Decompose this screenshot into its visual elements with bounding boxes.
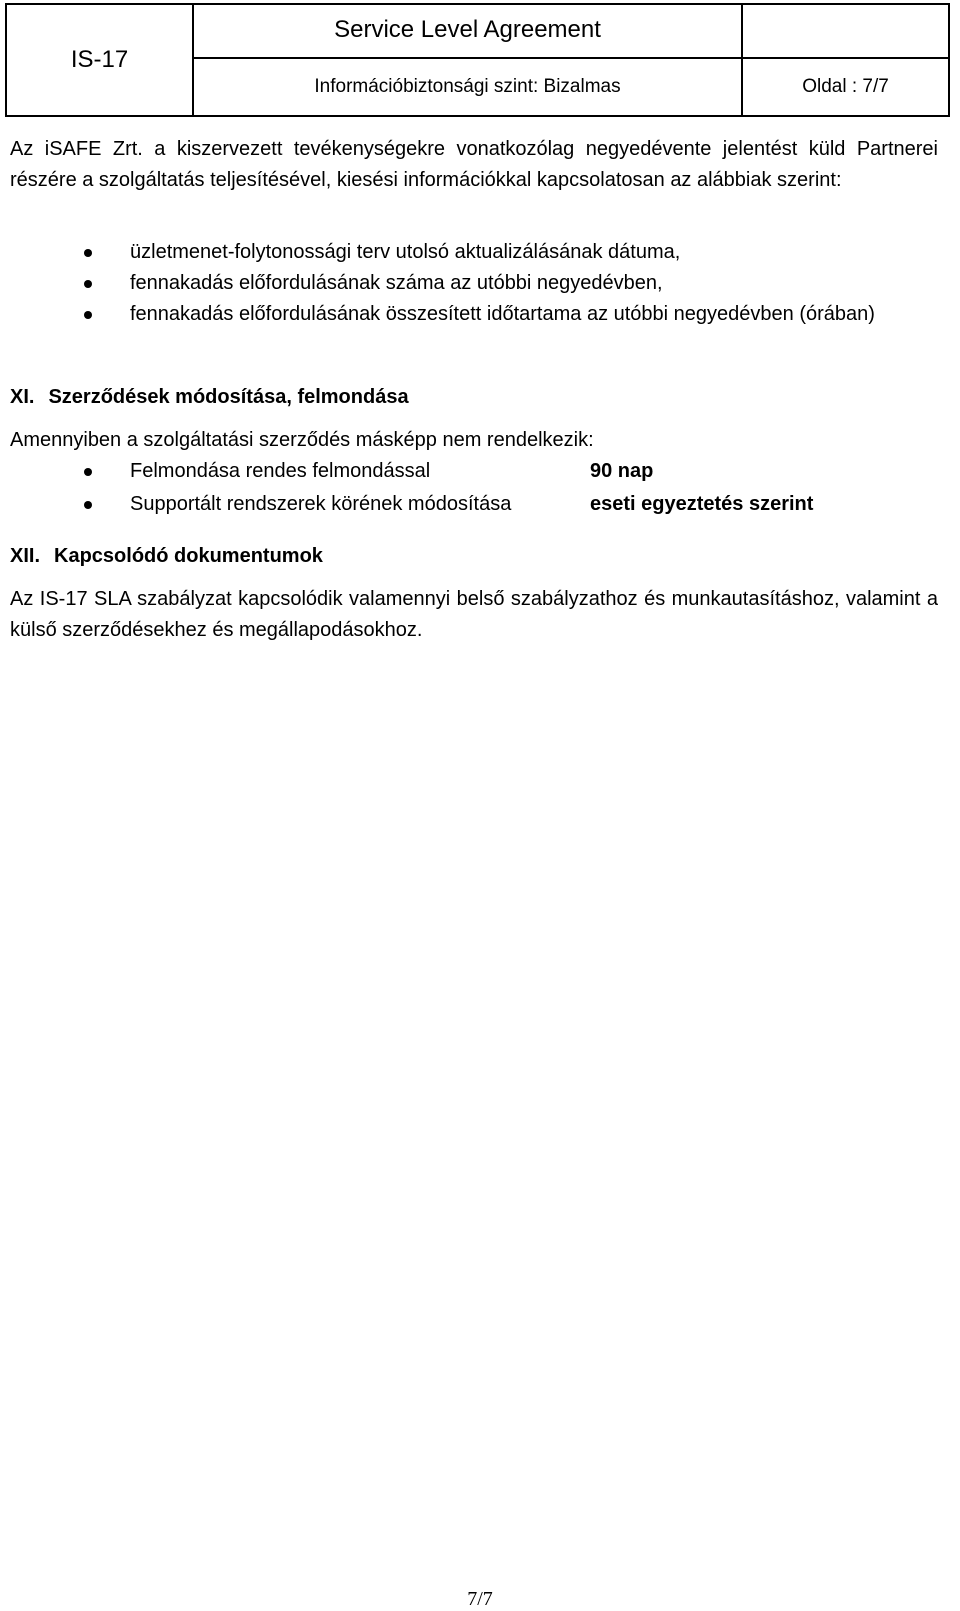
bullet-icon [84, 280, 92, 288]
section-xi-intro: Amennyiben a szolgáltatási szerződés másképp nem rendelkezik: [10, 429, 594, 451]
terms-list [0, 455, 960, 521]
section-heading-xi: XI. Szerződések módosítása, felmondása [10, 386, 409, 408]
list-item: Felmondása rendes felmondással 90 nap [0, 455, 960, 488]
page-indicator: Oldal : 7/7 [742, 58, 949, 116]
bullet-icon [84, 249, 92, 257]
list-item: Supportált rendszerek körének módosítása eseti egyeztetés szerint [0, 488, 960, 521]
bullet-icon [84, 468, 92, 476]
section-xii-paragraph: Az IS-17 SLA szabályzat kapcsolódik valamennyi belső szabályzathoz és munkautasításhoz, valamint a külső szerződésekhez és megállapodásokhoz. [10, 588, 938, 641]
intro-paragraph: Az iSAFE Zrt. a kiszervezett tevékenységekre vonatkozólag negyedévente jelentést küld Partnerei részére a szolgáltatás teljesítésével, kiesési információkkal kapcsolatosan az alábbiak szerint: [10, 138, 938, 191]
report-bullet-list [0, 237, 960, 330]
section-heading-xii: XII. Kapcsolódó dokumentumok [10, 545, 323, 567]
document-header [5, 3, 950, 117]
bullet-icon [84, 311, 92, 319]
header-empty-cell [742, 4, 949, 58]
list-item: fennakadás előfordulásának száma az utóbbi negyedévben, [0, 268, 960, 299]
list-item: fennakadás előfordulásának összesített időtartama az utóbbi negyedévben (órában) [0, 299, 960, 330]
bullet-icon [84, 501, 92, 509]
list-item: üzletmenet-folytonossági terv utolsó aktualizálásának dátuma, [0, 237, 960, 268]
doc-title: Service Level Agreement [193, 4, 742, 58]
footer-page-number: 7/7 [467, 1588, 493, 1610]
classification: Információbiztonsági szint: Bizalmas [193, 58, 742, 116]
doc-id: IS-17 [6, 4, 193, 116]
